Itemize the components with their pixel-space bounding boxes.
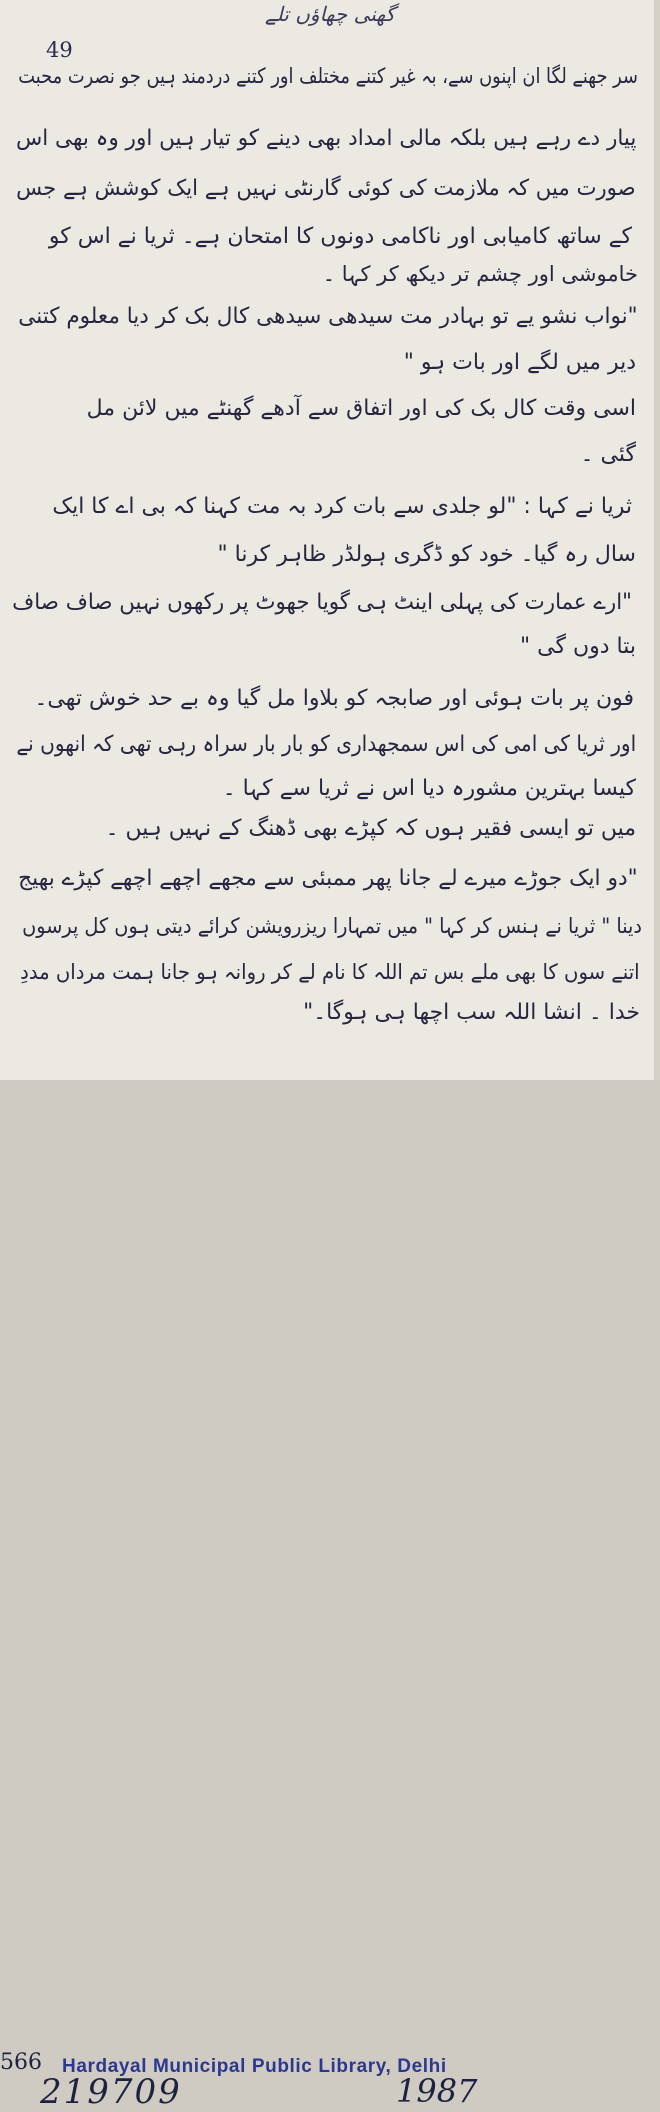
text-line: اسی وقت کال بک کی اور اتفاق سے آدھے گھنٹے میں لائن مل [86, 396, 636, 421]
text-line: صورت میں کہ ملازمت کی کوئی گارنٹی نہیں ہے ایک کوشش ہے جس [16, 176, 636, 201]
library-stamp [0, 1026, 560, 2112]
text-line: میں تو ایسی فقیر ہوں کہ کپڑے بھی ڈھنگ کے نہیں ہیں ۔ [105, 816, 636, 841]
text-line: خدا ۔ انشا اللہ سب اچھا ہی ہوگا۔" [303, 1000, 640, 1025]
text-line: "نواب نشو یے تو بہادر مت سیدھی سیدھی کال بک کر دیا معلوم کتنی [18, 304, 638, 329]
text-line: گئی ۔ [580, 442, 636, 467]
text-line: "ارے عمارت کی پہلی اینٹ ہی گویا جھوٹ پر رکھوں نہیں صاف صاف [12, 590, 632, 615]
text-line: اور ثریا کی امی کی اس سمجھداری کو بار بار سراہ رہی تھی کہ انھوں نے [16, 732, 636, 757]
text-line: ثریا نے کہا : "لو جلدی سے بات کرد بہ مت کہنا کہ بی اے کا ایک [52, 494, 632, 519]
call-number: 566 [0, 2050, 42, 2075]
running-header: گھنی چھاؤں تلے [264, 2, 396, 26]
text-line: پیار دے رہے ہیں بلکہ مالی امداد بھی دینے کو تیار ہیں اور وہ بھی اس [15, 126, 636, 151]
text-line: دینا " ثریا نے ہنس کر کہا " میں تمہارا ریزرویشن کرائے دیتی ہوں کل پرسوں [22, 914, 642, 938]
text-line: اتنے سوں کا بھی ملے بس تم اللہ کا نام لے کر روانہ ہو جانا ہمت مرداں مددِ [20, 960, 640, 984]
library-name: Hardayal Municipal Public Library, Delhi [62, 2056, 447, 2077]
page-number: 49 [46, 38, 73, 62]
accession-year: 1987 [396, 2072, 478, 2110]
text-line: کے ساتھ کامیابی اور ناکامی دونوں کا امتحان ہے۔ ثریا نے اس کو [48, 224, 632, 249]
text-line: بتا دوں گی " [520, 634, 636, 659]
text-line: سر جھنے لگا ان اپنوں سے، بہ غیر کتنے مختلف اور کتنے دردمند ہیں جو نصرت محبت [18, 64, 638, 88]
text-line: دیر میں لگے اور بات ہو " [403, 350, 636, 375]
text-line: کیسا بہترین مشورہ دیا اس نے ثریا سے کہا ۔ [222, 776, 636, 801]
text-line: خاموشی اور چشم تر دیکھ کر کہا ۔ [322, 262, 638, 286]
text-line: فون پر بات ہوئی اور صابجہ کو بلاوا مل گیا وہ بے حد خوش تھی۔ [34, 686, 634, 711]
accession-number: 219709 [40, 2072, 182, 2112]
text-line: سال رہ گیا۔ خود کو ڈگری ہولڈر ظاہر کرنا " [217, 542, 636, 567]
text-line: "دو ایک جوڑے میرے لے جانا پھر ممبئی سے مجھے اچھے اچھے کپڑے بھیج [18, 866, 638, 891]
